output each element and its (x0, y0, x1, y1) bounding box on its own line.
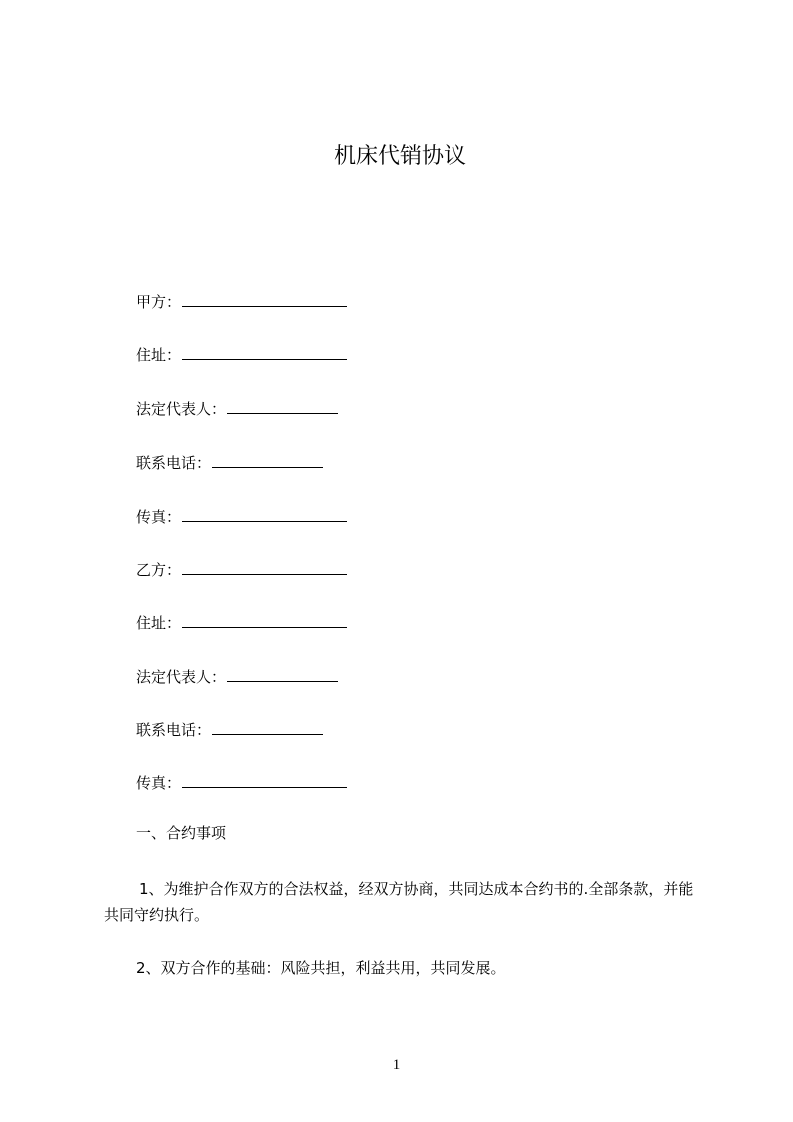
party-a-rep-label: 法定代表人： (136, 400, 227, 418)
party-b-address-field (136, 612, 347, 634)
party-a-rep-blank (227, 399, 338, 414)
party-a-fax-field (136, 506, 347, 528)
clause-2: 2、双方合作的基础：风险共担，利益共用，共同发展。 (136, 959, 506, 977)
party-b-fax-label: 传真： (136, 774, 182, 792)
party-a-fax-blank (182, 507, 347, 522)
party-a-rep-field (136, 398, 338, 420)
party-a-fax-label: 传真： (136, 508, 182, 526)
party-a-address-field (136, 344, 347, 366)
party-b-phone-field (136, 719, 323, 741)
party-b-name-field (136, 559, 347, 581)
party-b-phone-blank (212, 720, 323, 735)
party-a-name-field (136, 291, 347, 313)
party-b-address-blank (182, 613, 347, 628)
party-b-address-label: 住址： (136, 614, 182, 632)
party-a-address-label: 住址： (136, 346, 182, 364)
party-b-rep-label: 法定代表人： (136, 668, 227, 686)
party-b-name-blank (182, 560, 347, 575)
clause-1 (104, 876, 704, 928)
party-b-fax-field (136, 772, 347, 794)
party-a-name-blank (182, 292, 347, 307)
clause-1-text: 1、为维护合作双方的合法权益，经双方协商，共同达成本合约书的.全部条款，并能共同守约执行。 (104, 880, 694, 924)
party-a-phone-label: 联系电话： (136, 454, 212, 472)
document-title: 机床代销协议 (333, 144, 466, 169)
party-b-rep-blank (227, 667, 338, 682)
party-a-phone-field (136, 452, 323, 474)
party-a-address-blank (182, 345, 347, 360)
party-a-name-label: 甲方： (136, 293, 182, 311)
section-heading: 一、合约事项 (136, 824, 227, 842)
party-b-name-label: 乙方： (136, 561, 182, 579)
party-b-rep-field (136, 666, 338, 688)
page-number: 1 (392, 1057, 401, 1073)
party-a-phone-blank (212, 453, 323, 468)
party-b-phone-label: 联系电话： (136, 721, 212, 739)
party-b-fax-blank (182, 773, 347, 788)
